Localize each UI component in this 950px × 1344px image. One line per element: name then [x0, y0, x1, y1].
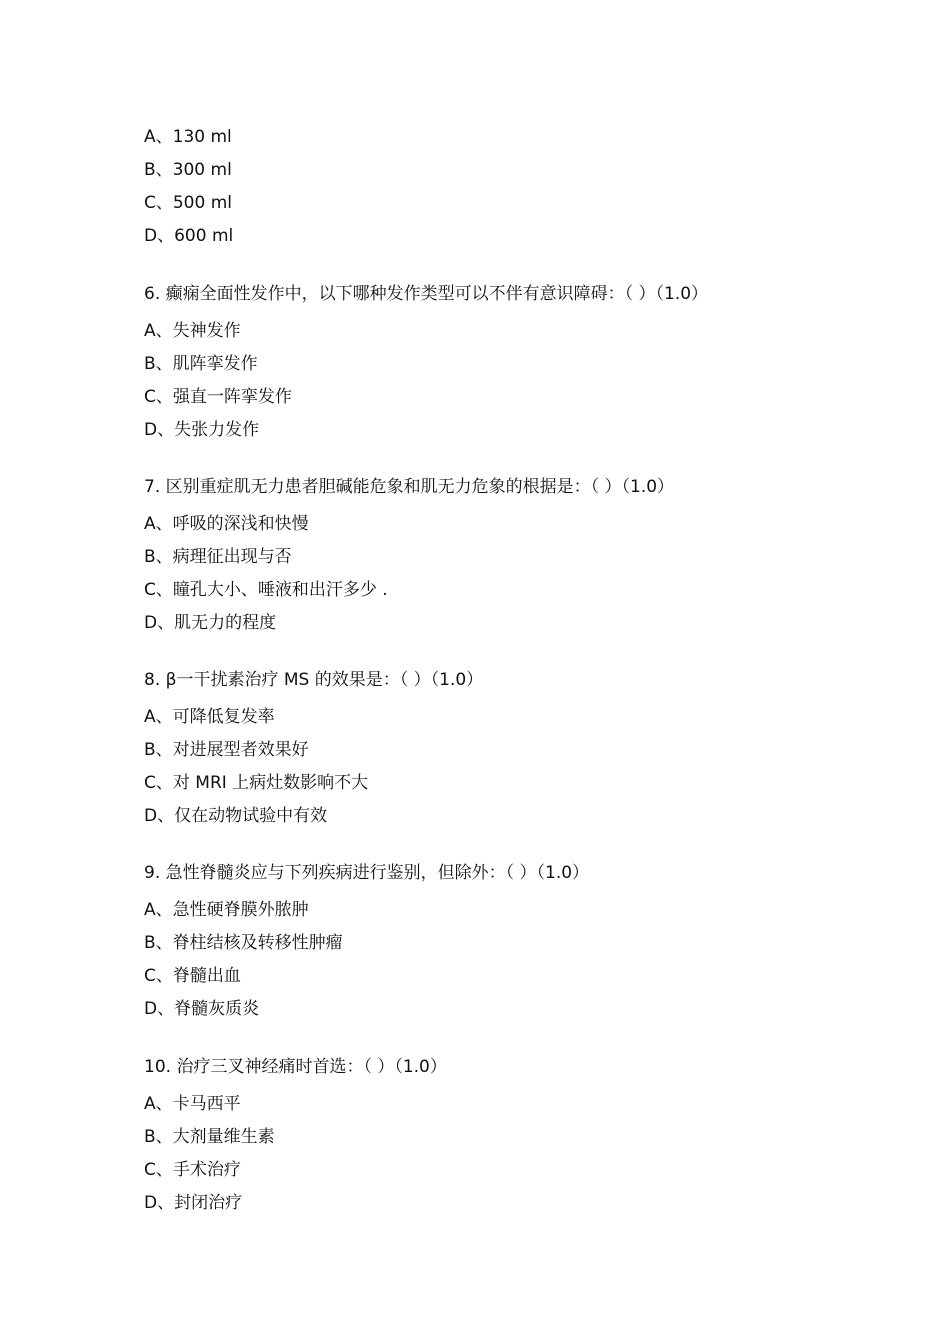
- option-b: B、大剂量维生素: [144, 1127, 275, 1147]
- option-a: A、130 ml: [144, 127, 232, 147]
- option-c: C、脊髓出血: [144, 966, 241, 986]
- option-d: D、失张力发作: [144, 420, 260, 440]
- question-6: 6. 癫痫全面性发作中，以下哪种发作类型可以不伴有意识障碍：（ ）（1.0）: [144, 284, 709, 304]
- option-a: A、失神发作: [144, 321, 241, 341]
- option-c: C、对 MRI 上病灶数影响不大: [144, 773, 369, 793]
- option-c: C、强直一阵挛发作: [144, 387, 292, 407]
- option-b: B、病理征出现与否: [144, 547, 292, 567]
- option-b: B、脊柱结核及转移性肿瘤: [144, 933, 343, 953]
- option-d: D、600 ml: [144, 226, 234, 246]
- option-c: C、500 ml: [144, 193, 233, 213]
- option-a: A、急性硬脊膜外脓肿: [144, 900, 309, 920]
- option-b: B、肌阵挛发作: [144, 354, 258, 374]
- option-b: B、对进展型者效果好: [144, 740, 309, 760]
- option-a: A、卡马西平: [144, 1094, 241, 1114]
- question-7: 7. 区别重症肌无力患者胆碱能危象和肌无力危象的根据是：（ ）（1.0）: [144, 477, 675, 497]
- option-d: D、肌无力的程度: [144, 613, 277, 633]
- question-8: 8. β一干扰素治疗 MS 的效果是：（ ）（1.0）: [144, 670, 484, 690]
- option-a: A、可降低复发率: [144, 707, 275, 727]
- question-9: 9. 急性脊髓炎应与下列疾病进行鉴别，但除外：（ ）（1.0）: [144, 863, 590, 883]
- option-c: C、瞳孔大小、唾液和出汗多少 .: [144, 580, 388, 600]
- option-d: D、脊髓灰质炎: [144, 999, 260, 1019]
- option-d: D、封闭治疗: [144, 1193, 243, 1213]
- option-b: B、300 ml: [144, 160, 232, 180]
- option-d: D、仅在动物试验中有效: [144, 806, 328, 826]
- option-c: C、手术治疗: [144, 1160, 241, 1180]
- option-a: A、呼吸的深浅和快慢: [144, 514, 309, 534]
- question-10: 10. 治疗三叉神经痛时首选：（ ）（1.0）: [144, 1057, 447, 1077]
